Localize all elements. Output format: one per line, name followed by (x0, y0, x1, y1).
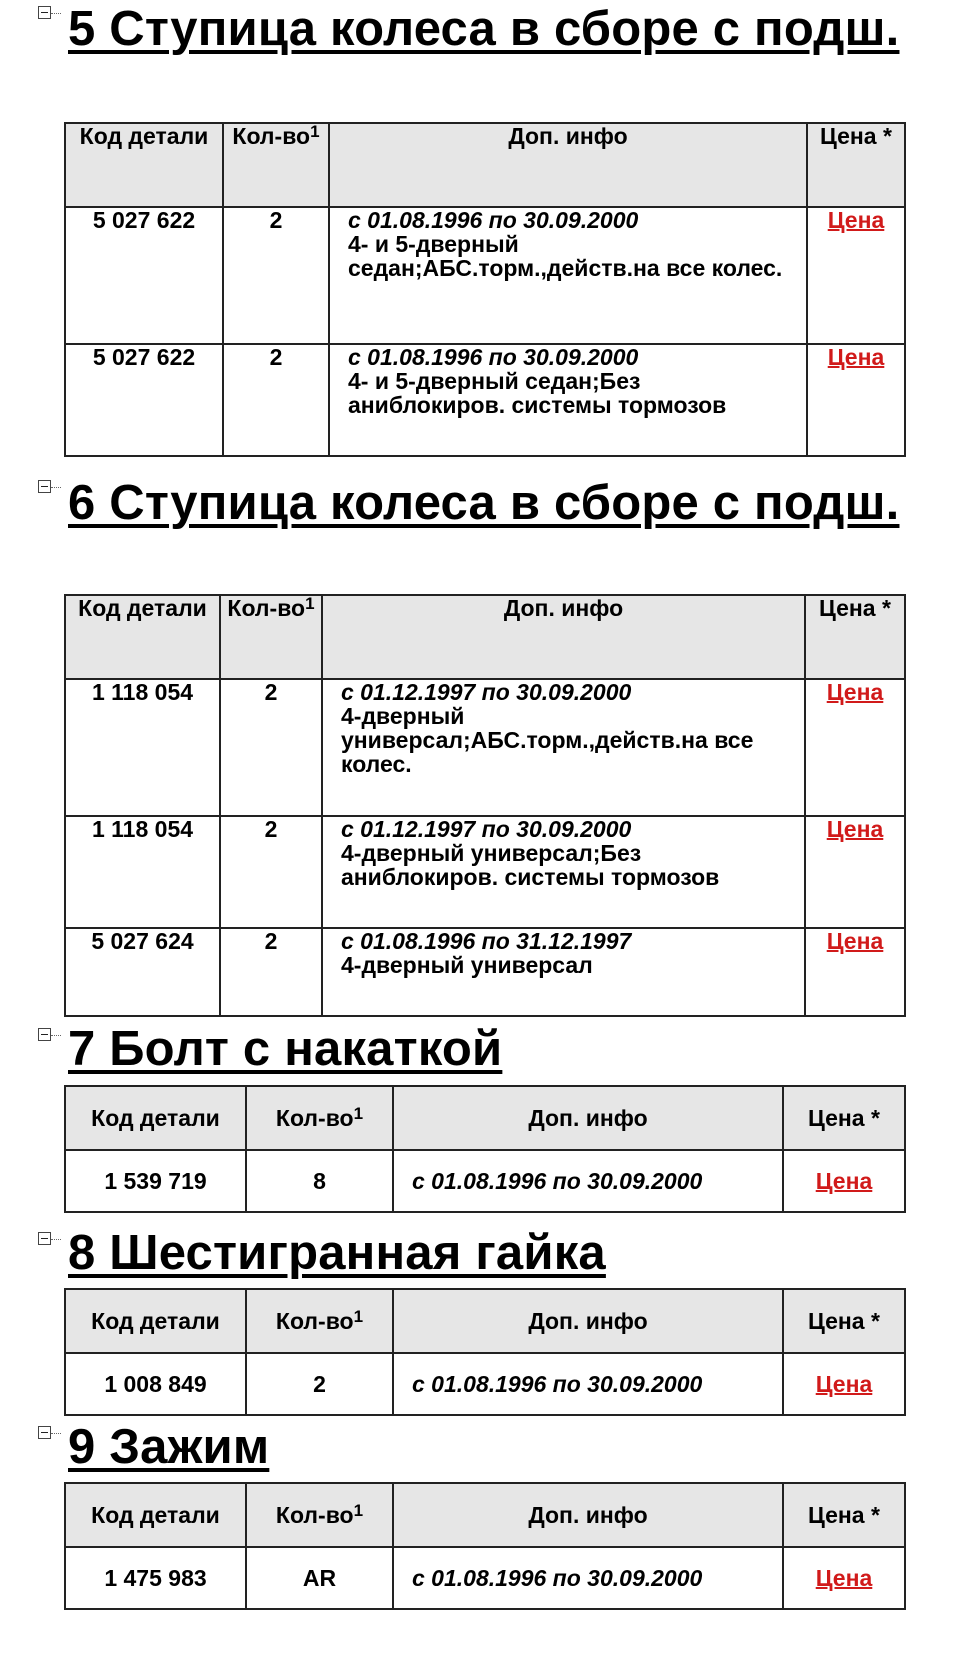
header-price: Цена * (783, 1289, 905, 1353)
part-code: 5 027 624 (65, 928, 220, 1016)
part-date: с 01.12.1997 по 30.09.2000 (341, 816, 632, 842)
price-cell (807, 207, 905, 344)
price-cell (783, 1547, 905, 1609)
tree-connector (51, 487, 61, 489)
parts-table (64, 122, 906, 457)
header-qty: Кол-$во^1$ (246, 1086, 393, 1150)
header-code: Код детали (65, 1086, 246, 1150)
part-qty: 8 (246, 1150, 393, 1212)
part-desc: 4-дверный универсал;Без аниблокиров. системы тормозов (341, 840, 720, 890)
part-date: с 01.12.1997 по 30.09.2000 (341, 679, 632, 705)
parts-table (64, 1085, 906, 1213)
section-title[interactable]: 7 Болт с накаткой (68, 1022, 503, 1076)
parts-table (64, 1482, 906, 1610)
table-header-row (65, 1289, 905, 1353)
header-price: Цена * (783, 1086, 905, 1150)
collapse-toggle-icon[interactable] (38, 1028, 51, 1041)
part-date: с 01.08.1996 по 31.12.1997 (341, 928, 632, 954)
header-code: Код детали (65, 1483, 246, 1547)
price-cell (783, 1353, 905, 1415)
parts-table (64, 594, 906, 1017)
table-row (65, 679, 905, 816)
part-qty: AR (246, 1547, 393, 1609)
price-cell (807, 344, 905, 456)
part-date: с 01.08.1996 по 30.09.2000 (412, 1564, 703, 1591)
part-desc: 4-дверный универсал (341, 952, 593, 978)
header-price: Цена * (805, 595, 905, 679)
price-link[interactable]: Цена (827, 344, 885, 370)
header-info: Доп. инфо (329, 123, 807, 207)
table-header-row (65, 595, 905, 679)
collapse-toggle-icon[interactable] (38, 1426, 51, 1439)
part-code: 5 027 622 (65, 207, 223, 344)
collapse-toggle-icon[interactable] (38, 1232, 51, 1245)
part-date: с 01.08.1996 по 30.09.2000 (348, 207, 639, 233)
part-code: 5 027 622 (65, 344, 223, 456)
part-info (329, 207, 807, 344)
part-qty: 2 (246, 1353, 393, 1415)
part-qty: 2 (223, 344, 329, 456)
part-date: с 01.08.1996 по 30.09.2000 (412, 1167, 703, 1194)
part-qty: 2 (220, 816, 322, 928)
collapse-toggle-icon[interactable] (38, 6, 51, 19)
section-title[interactable]: 5 Ступица колеса в сборе с подш. (68, 2, 900, 56)
header-info: Доп. инфо (393, 1086, 783, 1150)
header-qty: Кол-$во^1$ (246, 1483, 393, 1547)
header-price: Цена * (807, 123, 905, 207)
header-qty: Кол-$во^1$ (220, 595, 322, 679)
part-desc: 4- и 5-дверный седан;Без аниблокиров. системы тормозов (348, 368, 727, 418)
header-qty: Кол-$во^1$ (223, 123, 329, 207)
part-info (322, 679, 805, 816)
tree-connector (51, 1433, 61, 1435)
part-date: с 01.08.1996 по 30.09.2000 (412, 1370, 703, 1397)
price-cell (805, 816, 905, 928)
price-link[interactable]: Цена (827, 207, 885, 233)
part-desc: 4- и 5-дверный седан;АБС.торм.,действ.на все колес. (348, 231, 783, 281)
table-header-row (65, 1086, 905, 1150)
tree-connector (51, 1239, 61, 1241)
table-row (65, 816, 905, 928)
table-header-row (65, 123, 905, 207)
header-info: Доп. инфо (393, 1483, 783, 1547)
parts-table (64, 1288, 906, 1416)
part-info (322, 928, 805, 1016)
header-code: Код детали (65, 595, 220, 679)
header-code: Код детали (65, 1289, 246, 1353)
part-qty: 2 (220, 679, 322, 816)
header-info: Доп. инфо (393, 1289, 783, 1353)
price-link[interactable]: Цена (815, 1167, 873, 1194)
part-code: 1 539 719 (65, 1150, 246, 1212)
part-code: 1 475 983 (65, 1547, 246, 1609)
part-info (329, 344, 807, 456)
header-info: Доп. инфо (322, 595, 805, 679)
price-link[interactable]: Цена (826, 679, 884, 705)
price-link[interactable]: Цена (815, 1370, 873, 1397)
table-row (65, 928, 905, 1016)
part-info (393, 1547, 783, 1609)
tree-connector (51, 1035, 61, 1037)
part-code: 1 118 054 (65, 816, 220, 928)
table-row (65, 1353, 905, 1415)
section-title[interactable]: 9 Зажим (68, 1420, 270, 1474)
section-title[interactable]: 8 Шестигранная гайка (68, 1226, 606, 1280)
price-cell (783, 1150, 905, 1212)
price-link[interactable]: Цена (815, 1564, 873, 1591)
price-cell (805, 679, 905, 816)
table-row (65, 207, 905, 344)
table-row (65, 1150, 905, 1212)
table-row (65, 1547, 905, 1609)
part-date: с 01.08.1996 по 30.09.2000 (348, 344, 639, 370)
part-info (393, 1353, 783, 1415)
price-cell (805, 928, 905, 1016)
part-qty: 2 (220, 928, 322, 1016)
part-code: 1 118 054 (65, 679, 220, 816)
tree-connector (51, 13, 61, 15)
part-desc: 4-дверный универсал;АБС.торм.,действ.на все колес. (341, 703, 754, 777)
part-code: 1 008 849 (65, 1353, 246, 1415)
price-link[interactable]: Цена (826, 816, 884, 842)
part-info (322, 816, 805, 928)
header-qty: Кол-$во^1$ (246, 1289, 393, 1353)
section-title[interactable]: 6 Ступица колеса в сборе с подш. (68, 476, 900, 530)
part-qty: 2 (223, 207, 329, 344)
table-row (65, 344, 905, 456)
part-info (393, 1150, 783, 1212)
price-link[interactable]: Цена (826, 928, 884, 954)
header-price: Цена * (783, 1483, 905, 1547)
header-code: Код детали (65, 123, 223, 207)
table-header-row (65, 1483, 905, 1547)
collapse-toggle-icon[interactable] (38, 480, 51, 493)
